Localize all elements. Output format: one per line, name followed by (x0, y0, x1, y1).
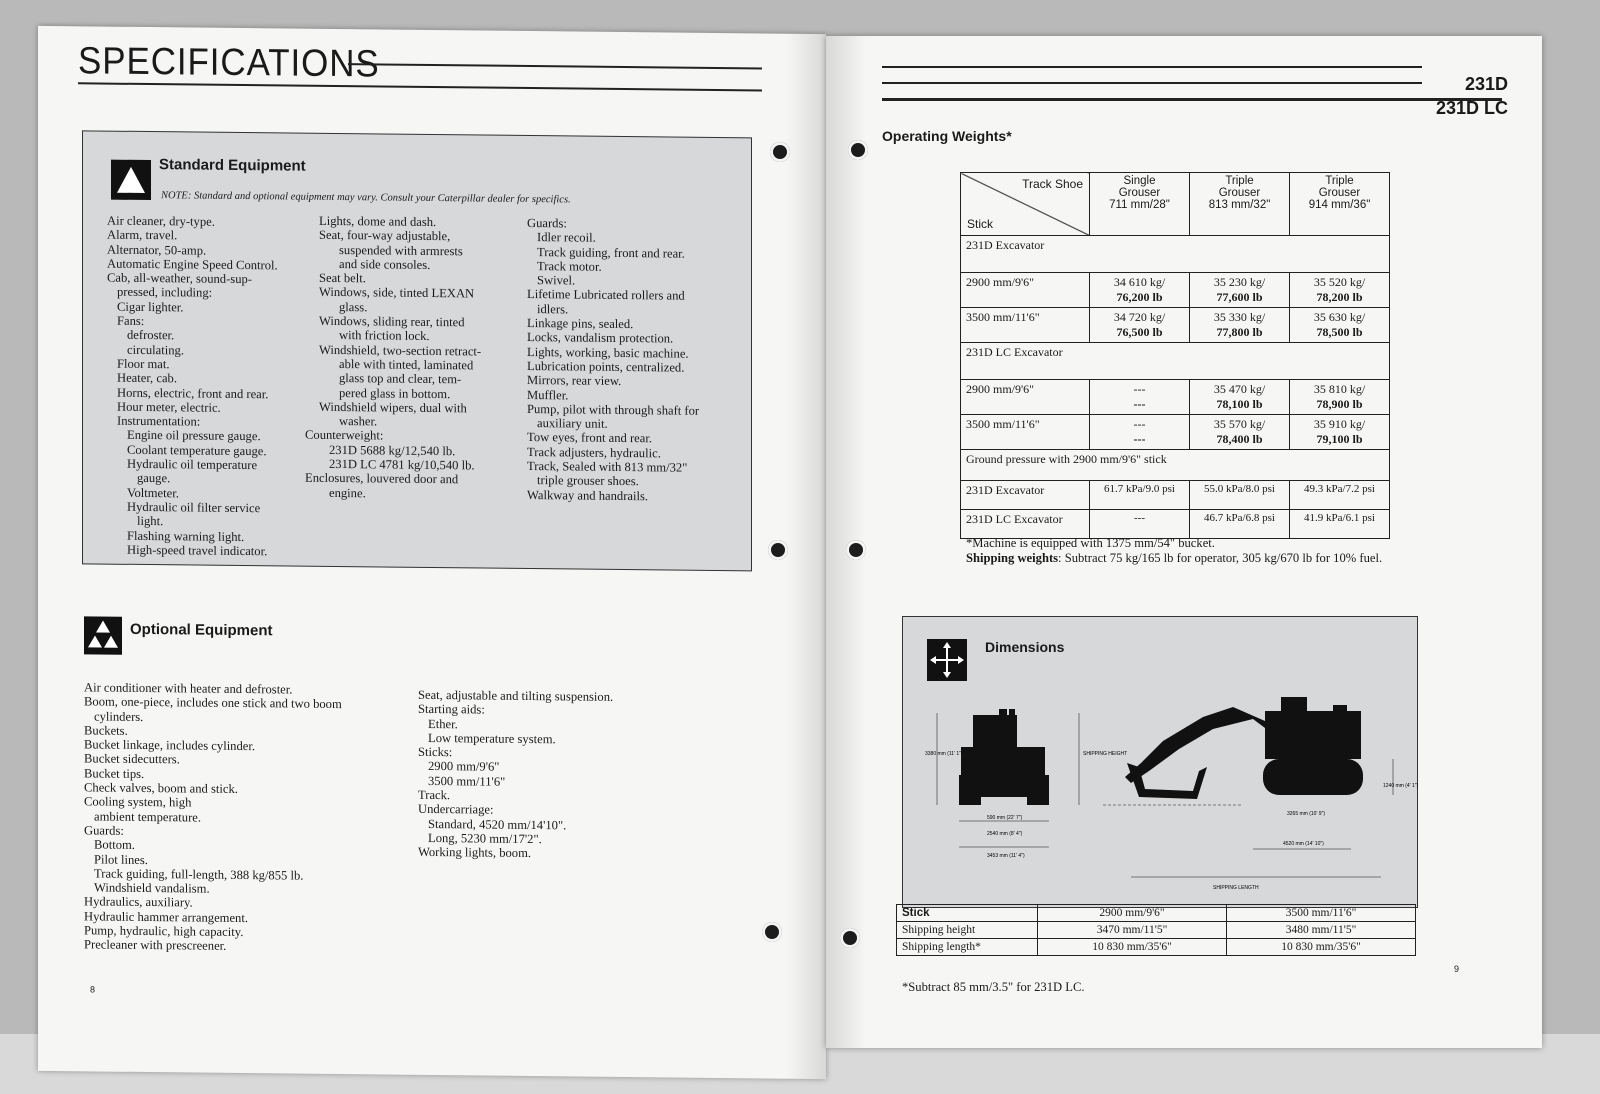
equipment-item: glass top and clear, tem- (339, 371, 462, 387)
equipment-item: gauge. (137, 471, 171, 486)
dimensions-box (902, 616, 1418, 908)
optional-item: Hydraulics, auxiliary. (84, 894, 193, 910)
optional-item: Bucket sidecutters. (84, 751, 180, 767)
punch-hole (840, 928, 860, 948)
weight-cell (1290, 308, 1390, 343)
ground-pressure-label: Ground pressure with 2900 mm/9'6" stick (961, 450, 1390, 481)
optional-item: Hydraulic hammer arrangement. (84, 909, 248, 925)
pressure-cell: --- (1090, 510, 1190, 539)
equipment-item: Counterweight: (305, 428, 384, 443)
optional-item: Buckets. (84, 723, 128, 738)
equipment-item: Fans: (117, 313, 145, 329)
group-name: 231D LC Excavator (961, 343, 1390, 380)
equipment-item: Walkway and handrails. (527, 487, 649, 503)
column-header: 2900 mm/9'6" (1038, 905, 1227, 922)
equipment-item: washer. (339, 414, 378, 429)
weight-lb: 76,500 lb (1116, 325, 1163, 339)
equipment-item: idlers. (537, 301, 569, 317)
column-header-line: Grouser (1318, 187, 1361, 199)
page-number-right: 9 (1454, 964, 1460, 974)
machine-name: 231D LC Excavator (961, 510, 1090, 539)
weight-cell (1290, 273, 1390, 308)
equipment-item: Hydraulic oil filter service (127, 499, 261, 516)
model-label-231d: 231D (1464, 74, 1508, 94)
equipment-item: Mirrors, rear view. (527, 373, 622, 389)
column-header (1190, 173, 1290, 236)
operating-weights-footnote-2 (966, 551, 1396, 565)
equipment-item: glass. (339, 299, 368, 315)
standard-equipment-box (82, 130, 752, 571)
stick-length: 2900 mm/9'6" (961, 273, 1090, 308)
optional-equipment-heading: Optional Equipment (130, 620, 273, 640)
weight-lb: 78,900 lb (1316, 397, 1363, 411)
group-name: 231D Excavator (961, 236, 1390, 273)
dimensions-heading: Dimensions (985, 639, 1065, 655)
table-row (961, 510, 1390, 539)
equipment-item: Cab, all-weather, sound-sup- (107, 270, 252, 287)
column-header-line: Grouser (1118, 187, 1161, 199)
equipment-item: Linkage pins, sealed. (527, 316, 634, 332)
equipment-item: Alarm, travel. (107, 227, 178, 243)
equipment-item: Lights, working, basic machine. (527, 344, 689, 361)
optional-item: Undercarriage: (418, 802, 494, 818)
equipment-item: Horns, electric, front and rear. (117, 385, 269, 401)
weight-cell (1290, 415, 1390, 450)
pressure-cell: 46.7 kPa/6.8 psi (1190, 510, 1290, 539)
equipment-item: with friction lock. (339, 328, 430, 344)
operating-weights-table (960, 172, 1390, 539)
pressure-cell: 41.9 kPa/6.1 psi (1290, 510, 1390, 539)
optional-item: Pump, hydraulic, high capacity. (84, 923, 244, 940)
table-row (961, 415, 1390, 450)
column-header (1290, 173, 1390, 236)
optional-item: Sticks: (418, 745, 453, 760)
pressure-cell: 49.3 kPa/7.2 psi (1290, 481, 1390, 510)
weight-cell (1090, 380, 1190, 415)
optional-item: 2900 mm/9'6" (428, 759, 500, 775)
right-page (826, 36, 1542, 1048)
optional-item: 3500 mm/11'6" (428, 773, 506, 789)
optional-item: Long, 5230 mm/17'2". (428, 830, 542, 847)
spine-shadow (786, 34, 826, 1079)
punch-hole (762, 922, 782, 942)
equipment-item: Track guiding, front and rear. (537, 244, 685, 261)
optional-item: Bucket tips. (84, 766, 145, 781)
table-row (961, 273, 1390, 308)
weight-cell (1090, 415, 1190, 450)
weight-cell (1190, 415, 1290, 450)
equipment-item: Idler recoil. (537, 230, 596, 246)
triple-triangle-icon (84, 616, 122, 654)
equipment-item: 231D 5688 kg/12,540 lb. (329, 442, 456, 458)
shoe-width-label: 590 mm (22' 7") (987, 815, 1023, 821)
optional-item: Precleaner with prescreener. (84, 937, 227, 954)
optional-equipment-column-2 (418, 688, 613, 862)
equipment-item: Windows, sliding rear, tinted (319, 313, 465, 330)
page-number-left: 8 (90, 984, 96, 995)
equipment-item: Floor mat. (117, 356, 170, 372)
dimension-cell: 3470 mm/11'5" (1038, 922, 1227, 939)
weight-kg: 35 520 kg/ (1313, 275, 1366, 289)
front-view-excavator (959, 709, 1049, 805)
weight-lb: 78,500 lb (1316, 325, 1363, 339)
weight-cell (1290, 380, 1390, 415)
equipment-item: Track adjusters, hydraulic. (527, 444, 661, 461)
equipment-item: engine. (329, 485, 366, 500)
shipping-length-label: SHIPPING LENGTH (1213, 885, 1259, 891)
equipment-item: Lubrication points, centralized. (527, 358, 685, 375)
equipment-item: auxiliary unit. (537, 416, 608, 431)
optional-item: Pilot lines. (94, 852, 148, 867)
standard-equipment-heading: Standard Equipment (159, 156, 306, 175)
table-row (961, 380, 1390, 415)
column-header: 3500 mm/11'6" (1227, 905, 1416, 922)
weight-kg: 35 570 kg/ (1213, 417, 1266, 431)
weight-cell (1190, 273, 1290, 308)
weight-kg: 35 230 kg/ (1213, 275, 1266, 289)
pressure-cell: 55.0 kPa/8.0 psi (1190, 481, 1290, 510)
equipment-note: NOTE: Standard and optional equipment may vary. Consult your Caterpillar dealer for specifics. (161, 190, 571, 206)
optional-item: Windshield vandalism. (94, 880, 210, 896)
weight-kg: 34 610 kg/ (1113, 275, 1166, 289)
header-rule-3 (882, 98, 1502, 101)
equipment-item: Automatic Engine Speed Control. (107, 256, 278, 273)
equipment-item: Locks, vandalism protection. (527, 330, 674, 346)
column-header-line: Triple (1225, 175, 1254, 187)
equipment-item: Voltmeter. (127, 485, 179, 500)
standard-equipment-column-2 (305, 213, 482, 502)
optional-item: Working lights, boom. (418, 845, 532, 861)
dimensions-footnote: *Subtract 85 mm/3.5" for 231D LC. (902, 980, 1085, 994)
equipment-item: Instrumentation: (117, 413, 201, 429)
weight-lb: 78,100 lb (1216, 397, 1263, 411)
cab-height-label: 3380 mm (11' 1") (925, 751, 963, 757)
track-gauge-label: 2540 mm (8' 4") (987, 831, 1023, 837)
table-row (961, 481, 1390, 510)
optional-item: Track. (418, 787, 451, 803)
optional-equipment-column-1 (84, 680, 342, 954)
weight-kg: --- (1133, 417, 1146, 431)
weight-cell (1090, 273, 1190, 308)
optional-item: Seat, adjustable and tilting suspension. (418, 687, 614, 704)
shipping-weights-text: : Subtract 75 kg/165 lb for operator, 305 kg/670 lb for 10% fuel. (1058, 551, 1383, 565)
triangle-icon (111, 160, 151, 200)
weight-lb: 77,800 lb (1216, 325, 1263, 339)
weight-kg: 34 720 kg/ (1113, 310, 1166, 324)
shipping-weights-label: Shipping weights (966, 551, 1059, 565)
table-row (897, 939, 1416, 956)
column-header-line: Single (1123, 175, 1156, 187)
stick-length: 2900 mm/9'6" (961, 380, 1090, 415)
pressure-cell: 61.7 kPa/9.0 psi (1090, 481, 1190, 510)
optional-item: Ether. (428, 716, 458, 731)
column-header-line: 711 mm/28" (1109, 199, 1170, 211)
shipping-height-label: SHIPPING HEIGHT (1083, 751, 1128, 757)
column-header-line: Grouser (1218, 187, 1261, 199)
weight-kg: 35 330 kg/ (1213, 310, 1266, 324)
equipment-item: Windows, side, tinted LEXAN (319, 285, 475, 301)
table-row (897, 922, 1416, 939)
weight-kg: 35 910 kg/ (1313, 417, 1366, 431)
optional-item: Air conditioner with heater and defroster. (84, 680, 293, 697)
dimensions-table (896, 904, 1416, 956)
left-page (38, 26, 826, 1079)
weight-lb: --- (1133, 397, 1146, 411)
punch-hole (770, 142, 790, 162)
weight-kg: 35 630 kg/ (1313, 310, 1366, 324)
equipment-item: circulating. (127, 342, 184, 358)
standard-equipment-column-1 (107, 214, 278, 559)
equipment-item: pered glass in bottom. (339, 385, 451, 401)
optional-item: ambient temperature. (94, 809, 201, 825)
corner-cell (961, 173, 1090, 236)
punch-hole (848, 140, 868, 160)
optional-item: Starting aids: (418, 702, 485, 717)
overall-width-label: 3453 mm (11' 4") (987, 853, 1025, 859)
table-header-row (961, 173, 1390, 236)
equipment-item: Hydraulic oil temperature (127, 456, 258, 473)
weight-lb: 78,200 lb (1316, 290, 1363, 304)
column-header (1090, 173, 1190, 236)
equipment-item: Hour meter, electric. (117, 399, 221, 415)
optional-item: cylinders. (94, 709, 144, 724)
equipment-item: defroster. (127, 328, 175, 343)
undercarriage-length-label: 4520 mm (14' 10") (1283, 841, 1324, 847)
corner-track-shoe: Track Shoe (1022, 177, 1083, 191)
equipment-item: Seat belt. (319, 271, 366, 286)
optional-item: Standard, 4520 mm/14'10". (428, 816, 567, 833)
dimension-cell: 10 830 mm/35'6" (1227, 939, 1416, 956)
optional-item: Check valves, boom and stick. (84, 780, 238, 797)
optional-item: Track guiding, full-length, 388 kg/855 lb. (94, 866, 304, 883)
column-header-line: 813 mm/32" (1208, 199, 1271, 211)
weight-cell (1190, 308, 1290, 343)
optional-item: Low temperature system. (428, 730, 556, 747)
row-label: Shipping height (897, 922, 1038, 939)
punch-hole (768, 540, 788, 560)
equipment-item: Air cleaner, dry-type. (107, 213, 215, 229)
equipment-item: Flashing warning light. (127, 528, 245, 544)
equipment-item: Muffler. (527, 387, 569, 402)
equipment-item: Lifetime Lubricated rollers and (527, 287, 685, 304)
equipment-item: Seat, four-way adjustable, (319, 228, 451, 244)
equipment-item: light. (137, 514, 164, 529)
side-view-excavator (1125, 697, 1363, 799)
weight-kg: 35 470 kg/ (1213, 382, 1266, 396)
dimension-arrows-icon (927, 639, 967, 681)
row-label: Shipping length* (897, 939, 1038, 956)
excavator-dimension-diagram (903, 697, 1419, 897)
title-rule-2 (78, 82, 762, 91)
equipment-item: Windshield, two-section retract- (319, 342, 482, 359)
ground-clearance-label: 1240 mm (4' 1") (1383, 783, 1419, 789)
equipment-item: suspended with armrests (339, 242, 463, 258)
column-header-line: 914 mm/36" (1308, 199, 1371, 211)
equipment-item: able with tinted, laminated (339, 356, 474, 373)
punch-hole (846, 540, 866, 560)
equipment-item: Enclosures, louvered door and (305, 471, 459, 487)
optional-item: Guards: (84, 823, 124, 838)
table-row (961, 308, 1390, 343)
group-row (961, 236, 1390, 273)
title-rule-1 (348, 63, 762, 69)
table-header-row (897, 905, 1416, 922)
equipment-item: Engine oil pressure gauge. (127, 428, 261, 444)
weight-lb: 77,600 lb (1216, 290, 1263, 304)
optional-item: Bottom. (94, 837, 135, 853)
stick-length: 3500 mm/11'6" (961, 415, 1090, 450)
equipment-item: Lights, dome and dash. (319, 213, 437, 230)
stick-length: 3500 mm/11'6" (961, 308, 1090, 343)
equipment-item: High-speed travel indicator. (127, 542, 268, 559)
weight-lb: 79,100 lb (1316, 432, 1363, 446)
equipment-item: Swivel. (537, 273, 576, 288)
operating-weights-heading: Operating Weights* (882, 128, 1012, 144)
weight-lb: --- (1133, 432, 1146, 446)
weight-kg: 35 810 kg/ (1313, 382, 1366, 396)
equipment-item: Guards: (527, 215, 567, 231)
equipment-item: Pump, pilot with through shaft for (527, 401, 700, 418)
header-rule-2 (882, 82, 1422, 84)
equipment-item: and side consoles. (339, 256, 431, 272)
header-rule-1 (882, 66, 1422, 68)
track-length-label: 3265 mm (10' 9") (1287, 811, 1326, 817)
corner-stick: Stick (967, 217, 994, 231)
ground-pressure-row (961, 450, 1390, 481)
equipment-item: Track, Sealed with 813 mm/32" (527, 459, 688, 475)
dimension-cell: 10 830 mm/35'6" (1038, 939, 1227, 956)
equipment-item: Coolant temperature gauge. (127, 442, 267, 459)
operating-weights-footnote-1: *Machine is equipped with 1375 mm/54" bucket. (966, 536, 1215, 550)
column-header-line: Triple (1325, 175, 1354, 187)
weight-lb: 76,200 lb (1116, 290, 1163, 304)
model-label-231d-lc: 231D LC (1435, 98, 1508, 118)
equipment-item: Tow eyes, front and rear. (527, 430, 653, 446)
weight-cell (1090, 308, 1190, 343)
weight-lb: 78,400 lb (1216, 432, 1263, 446)
weight-cell (1190, 380, 1290, 415)
equipment-item: pressed, including: (117, 285, 213, 301)
weight-kg: --- (1133, 382, 1146, 396)
equipment-item: Heater, cab. (117, 370, 177, 386)
page-title: SPECIFICATIONS (78, 40, 380, 86)
optional-item: Cooling system, high (84, 794, 192, 810)
equipment-item: Windshield wipers, dual with (319, 399, 467, 416)
group-row (961, 343, 1390, 380)
equipment-item: Alternator, 50-amp. (107, 242, 207, 258)
equipment-item: Cigar lighter. (117, 299, 184, 315)
machine-name: 231D Excavator (961, 481, 1090, 510)
equipment-item: 231D LC 4781 kg/10,540 lb. (329, 456, 475, 473)
equipment-item: Track motor. (537, 258, 602, 274)
optional-item: Boom, one-piece, includes one stick and two boom (84, 694, 342, 712)
optional-item: Bucket linkage, includes cylinder. (84, 737, 256, 754)
standard-equipment-column-3 (527, 216, 699, 504)
equipment-item: triple grouser shoes. (537, 473, 639, 489)
column-header: Stick (897, 905, 1038, 922)
dimension-cell: 3480 mm/11'5" (1227, 922, 1416, 939)
